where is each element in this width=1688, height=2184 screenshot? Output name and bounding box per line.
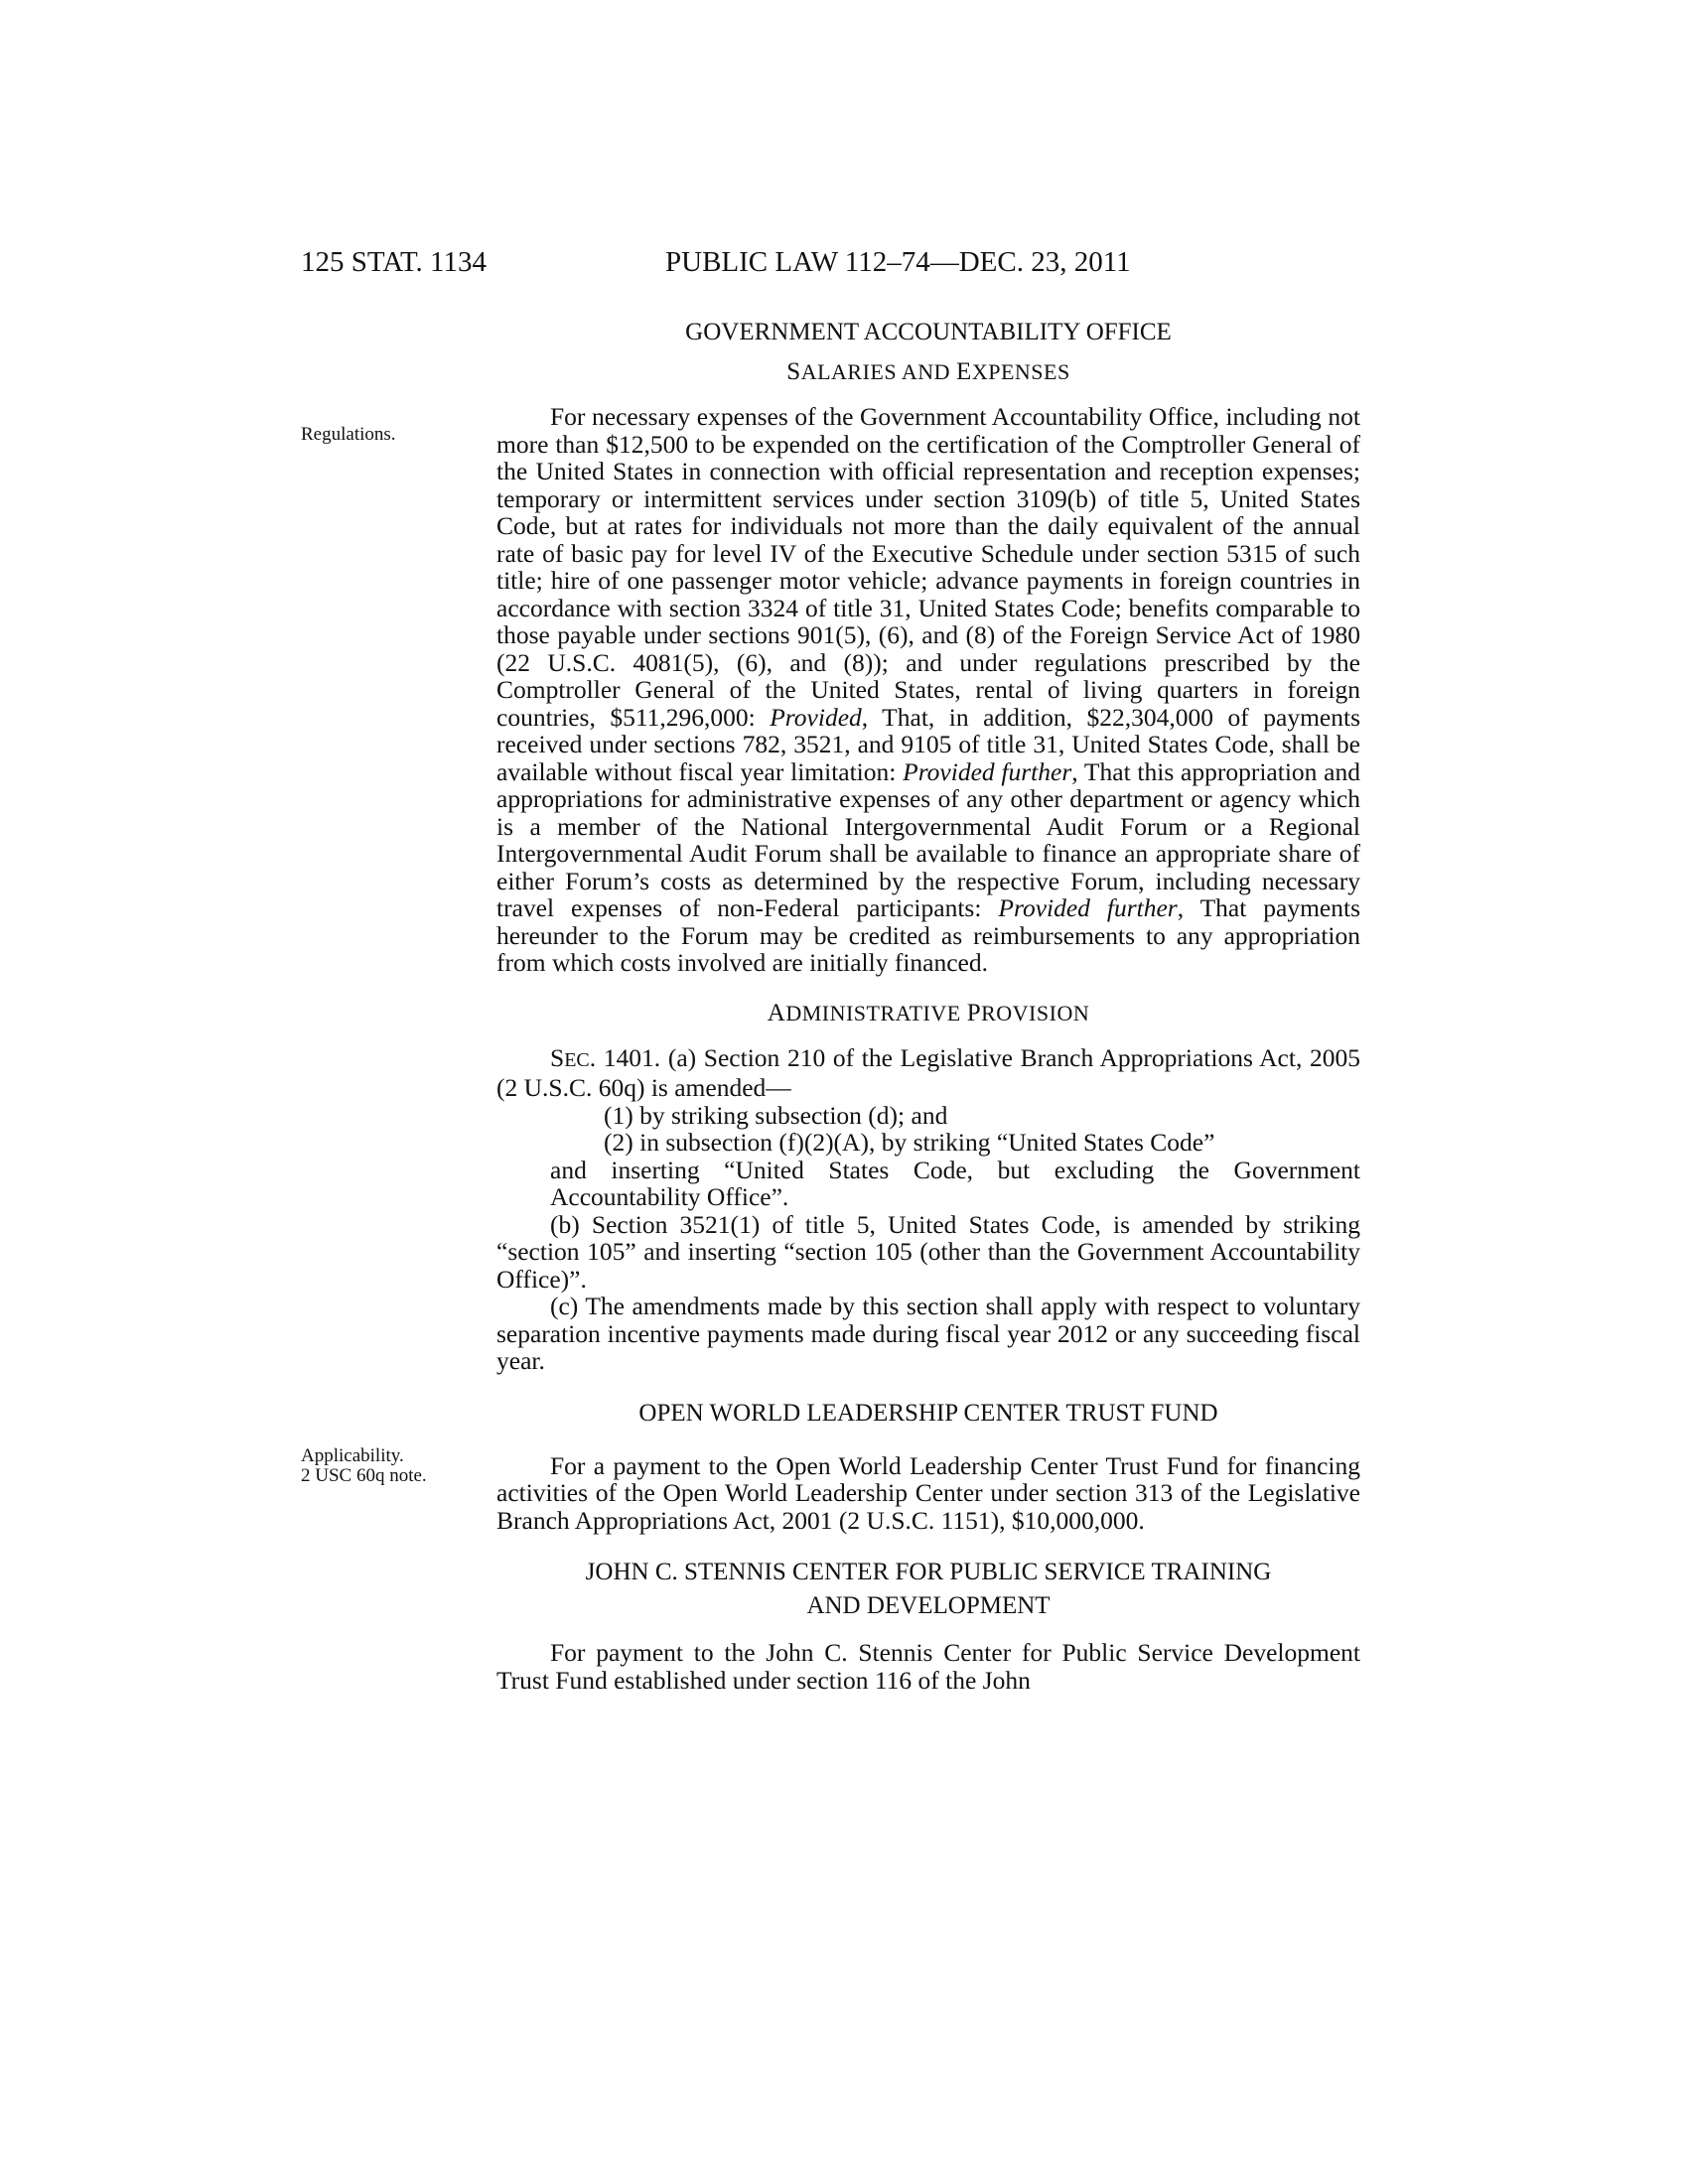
margin-note-regulations: Regulations. — [301, 424, 396, 445]
open-world-paragraph: For a payment to the Open World Leadership Center Trust Fund for financing activities of the Open World Leadership Center under section 313 of the Legislative Branch Appropriations Act, 2001 (2 U.S.C. 1151), $10,000,000. — [496, 1450, 1360, 1535]
salaries-expenses-subheading: SALARIES AND EXPENSES — [786, 358, 1070, 385]
open-world-heading: OPEN WORLD LEADERSHIP CENTER TRUST FUND — [638, 1399, 1218, 1427]
stennis-heading-line1: JOHN C. STENNIS CENTER FOR PUBLIC SERVICE TRAINING — [585, 1559, 1272, 1585]
section-1401-a: SEC. 1401. (a) Section 210 of the Legislative Branch Appropriations Act, 2005 (2 U.S.C. 60q) is amended— — [496, 1042, 1360, 1102]
section-1401-b: (b) Section 3521(1) of title 5, United States Code, is amended by striking “section 105” and inserting “section 105 (other than the Government Accountability Office)”. — [496, 1209, 1360, 1294]
public-law-title: PUBLIC LAW 112–74—DEC. 23, 2011 — [665, 246, 1131, 278]
main-text-column — [496, 316, 1360, 1694]
administrative-provision-heading: ADMINISTRATIVE PROVISION — [767, 999, 1090, 1026]
item-2-first-line: (2) in subsection (f)(2)(A), by striking “United States Code” — [604, 1128, 1215, 1157]
section-1401-c: (c) The amendments made by this section shall apply with respect to voluntary separation incentive payments made during fiscal year 2012 or any succeeding fiscal year. — [496, 1292, 1360, 1375]
item-1: (1) by striking subsection (d); and — [604, 1100, 948, 1130]
page-header — [301, 246, 1294, 286]
margin-note-applicability: Applicability. — [301, 1445, 404, 1466]
item-2-continuation: and inserting “United States Code, but excluding the Government Accountability Office”. — [550, 1155, 1360, 1211]
gao-salaries-paragraph: For necessary expenses of the Government Accountability Office, including not more than $12,500 to be expended on the certification of the Comptroller General of the United States in connection with official representation and reception expenses; temporary or intermittent services under section 3109(b) of title 5, United States Code, but at rates for individuals not more than the daily equivalent of the annual rate of basic pay for level IV of the Executive Schedule under section 5315 of such title; hire of one passenger motor vehicle; advance payments in foreign countries in accordance with section 3324 of title 31, United States Code; benefits comparable to those payable under sections 901(5), (6), and (8) of the Foreign Service Act of 1980 (22 U.S.C. 4081(5), (6), and (8)); and under regulations prescribed by the Comptroller General of the United States, rental of living quarters in foreign countries, $511,296,000: Provided, That, in addition, $22,304,000 of payments received under sections 782, 3521, and 9105 of title 31, United States Code, shall be available without fiscal year limitation: Provided further, That this appropriation and appropriations for administrative expenses of any other department or agency which is a member of the National Intergovernmental Audit Forum or a Regional Intergovernmental Audit Forum shall be available to finance an appropriate share of either Forum’s costs as determined by the respective Forum, including necessary travel expenses of non-Federal participants: Provided further, That payments hereunder to the Forum may be credited as reimbursements to any appropriation from which costs involved are initially financed. — [496, 402, 1361, 977]
statute-citation: 125 STAT. 1134 — [301, 246, 487, 278]
stennis-paragraph: For payment to the John C. Stennis Center for Public Service Development Trust Fund established under section 116 of the John — [496, 1638, 1360, 1695]
stennis-heading-line2: AND DEVELOPMENT — [806, 1592, 1051, 1619]
gao-heading: GOVERNMENT ACCOUNTABILITY OFFICE — [685, 319, 1172, 345]
margin-note-usc: 2 USC 60q note. — [301, 1465, 427, 1486]
